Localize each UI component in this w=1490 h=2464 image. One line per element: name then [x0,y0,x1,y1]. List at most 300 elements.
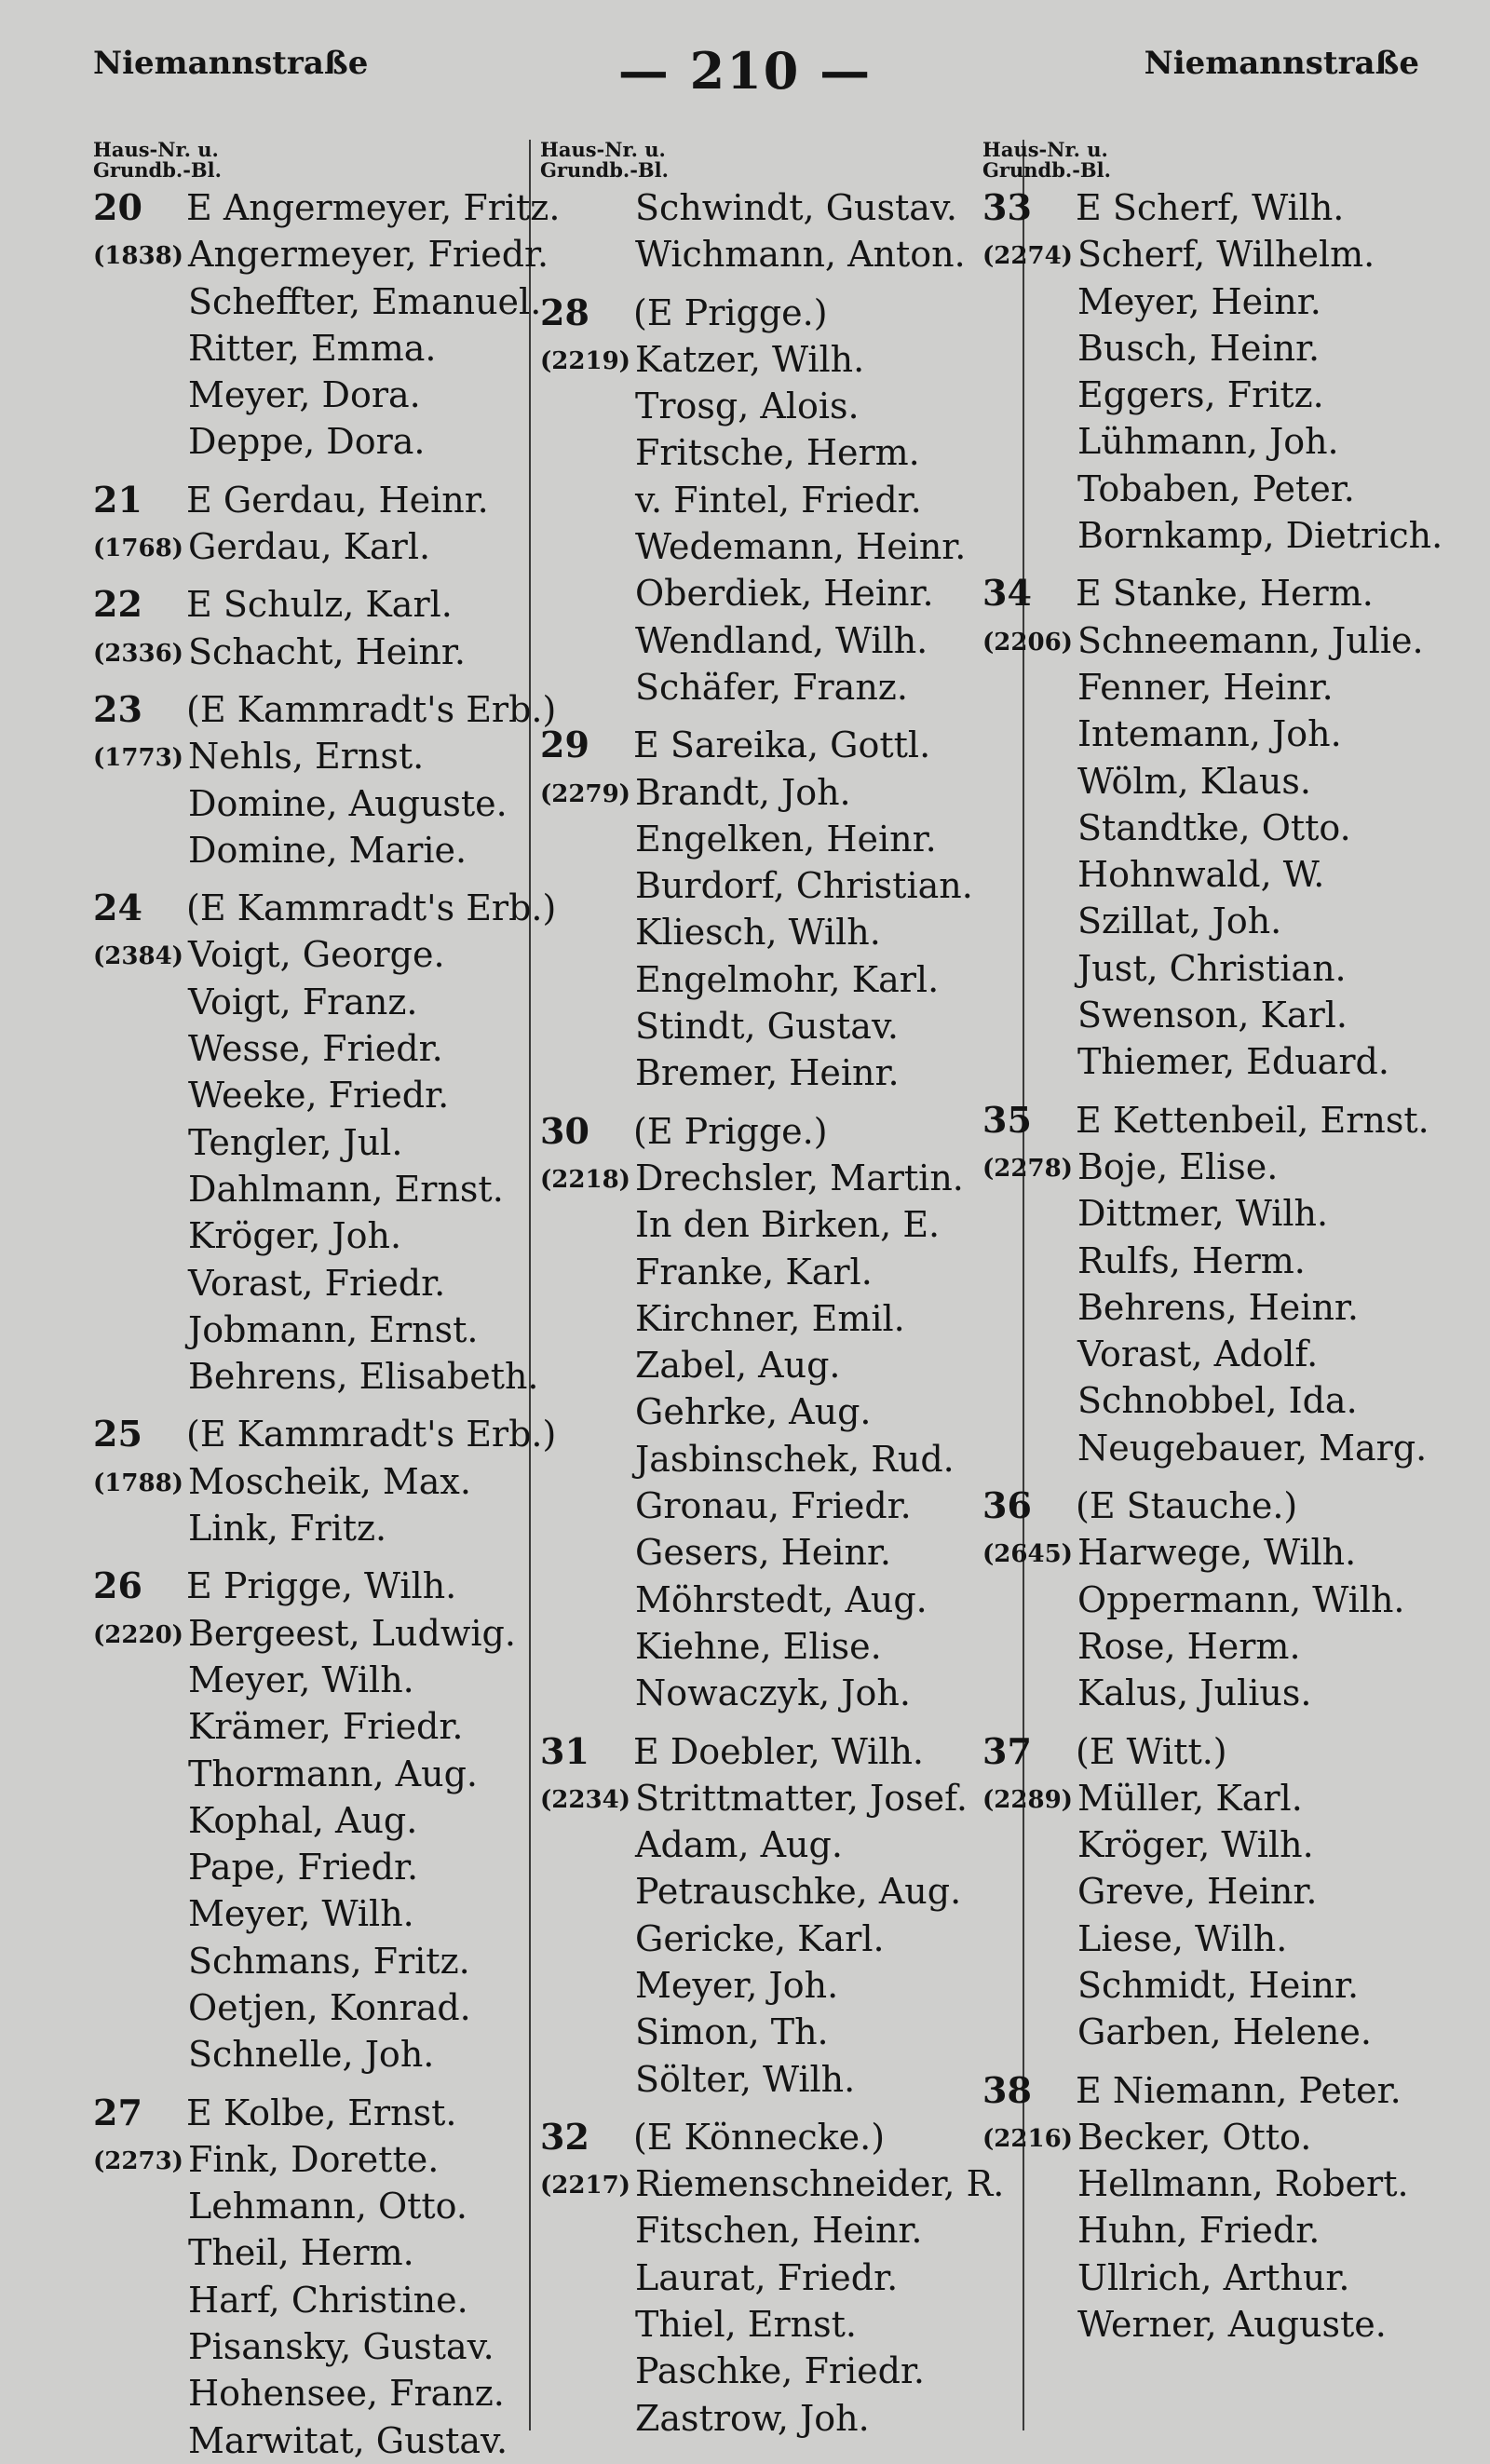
resident-name: Fink, Dorette. [188,2138,440,2180]
house-entry [93,581,531,628]
resident-name: Adam, Aug. [635,1824,843,1866]
column-header-line2: Grundb.-Bl. [540,158,669,182]
resident-entry [982,1425,1428,1471]
resident-entry [982,1916,1420,1962]
resident-name: Meyer, Dora. [188,374,421,416]
resident-name: Moscheik, Max. [188,1460,471,1502]
house-entry [93,1411,557,1457]
resident-entry [982,1331,1420,1377]
resident-name: E Scherf, Wilh. [1076,187,1345,228]
ledger-number: (1788) [93,1469,183,1497]
resident-name: Meyer, Wilh. [188,1658,414,1700]
resident-entry [540,523,978,570]
resident-name: Liese, Wilh. [1077,1917,1288,1959]
house-number: 32 [540,2115,589,2158]
resident-name: Franke, Karl. [635,1251,873,1293]
resident-name: Hohensee, Franz. [188,2373,505,2415]
resident-name: Schnobbel, Ida. [1077,1380,1358,1422]
resident-entry [93,1505,531,1551]
resident-entry [540,617,978,664]
resident-name: Meyer, Joh. [635,1964,839,2006]
resident-entry [540,909,978,955]
ledger-entry [982,1775,1420,1821]
resident-entry [93,1703,531,1750]
house-entry [93,477,531,523]
resident-name: Gronau, Friedr. [635,1485,912,1527]
resident-entry [540,429,978,476]
resident-name: Pisansky, Gustav. [188,2326,494,2368]
house-entry [982,184,1420,231]
resident-entry [540,1388,978,1435]
resident-name: Kröger, Joh. [188,1215,402,1257]
ledger-number: (2220) [93,1620,183,1649]
resident-name: Riemenschneider, R. [635,2163,1005,2205]
resident-entry [540,570,978,616]
resident-name: Nowaczyk, Joh. [635,1672,911,1714]
column-header-line1: Haus-Nr. u. [93,138,219,161]
resident-name: Dittmer, Wilh. [1077,1193,1329,1235]
resident-name: Vorast, Friedr. [188,1262,446,1304]
resident-name: Schacht, Heinr. [188,630,466,672]
ledger-entry [93,629,531,675]
resident-name: Meyer, Heinr. [1077,280,1321,322]
resident-name: Vorast, Adolf. [1077,1334,1319,1375]
resident-name: Schäfer, Franz. [635,666,908,708]
resident-entry [93,1025,531,1072]
resident-name: Nehls, Ernst. [188,736,425,778]
ledger-entry [540,336,978,383]
resident-name: Wedemann, Heinr. [635,526,967,568]
resident-name: Kliesch, Wilh. [635,912,881,954]
resident-entry [93,372,531,418]
resident-entry [982,2254,1420,2301]
resident-name: v. Fintel, Friedr. [635,479,922,521]
resident-name: E Prigge, Wilh. [186,1565,457,1607]
resident-name: E Gerdau, Heinr. [186,479,489,521]
resident-entry [93,780,531,827]
resident-entry [982,1377,1420,1424]
resident-entry [93,1306,531,1353]
resident-name: Schnelle, Joh. [188,2034,435,2076]
house-number: 37 [982,1729,1032,1772]
ledger-number: (2336) [93,639,183,668]
resident-entry [540,2207,978,2254]
resident-name: Paschke, Friedr. [635,2350,926,2392]
resident-entry [982,372,1420,418]
house-entry [93,2090,531,2136]
ledger-entry [540,1775,978,1821]
resident-name: E Stanke, Herm. [1076,573,1374,615]
resident-name: Zastrow, Joh. [635,2397,870,2439]
ledger-entry [982,617,1424,664]
resident-name: (E Kammradt's Erb.) [186,688,557,730]
resident-name: Ritter, Emma. [188,327,437,369]
resident-entry [982,945,1420,992]
resident-name: Gehrke, Aug. [635,1391,872,1433]
resident-name: E Schulz, Karl. [186,584,453,626]
resident-name: Fenner, Heinr. [1077,666,1334,708]
resident-name: Domine, Auguste. [188,782,508,824]
resident-name: Deppe, Dora. [188,421,426,463]
resident-name: Gesers, Heinr. [635,1532,891,1574]
resident-entry [540,956,978,1003]
ledger-entry [540,1155,978,1201]
resident-name: Garben, Helene. [1077,2011,1372,2053]
resident-name: (E Stauche.) [1076,1485,1298,1527]
resident-name: Simon, Th. [635,2011,829,2053]
column-3 [982,138,1443,2348]
resident-entry [540,383,978,429]
resident-name: Schwindt, Gustav. [635,187,957,228]
house-number: 38 [982,2068,1032,2111]
resident-name: Fritsche, Herm. [635,432,920,474]
resident-entry [540,1003,978,1049]
resident-name: Link, Fritz. [188,1508,387,1550]
house-number: 30 [540,1109,589,1152]
column-header [982,140,1420,184]
resident-name: E Angermeyer, Fritz. [186,187,561,228]
resident-name: Lehmann, Otto. [188,2186,467,2227]
column-header-line2: Grundb.-Bl. [93,158,222,182]
ledger-entry [93,1458,531,1505]
resident-entry [982,2160,1420,2207]
resident-name: E Kettenbeil, Ernst. [1076,1099,1429,1141]
resident-name: Jasbinschek, Rud. [635,1438,955,1480]
entry-list [982,184,1443,2348]
house-number: 22 [93,583,142,626]
resident-name: Dahlmann, Ernst. [188,1168,504,1210]
house-entry [982,1728,1420,1775]
resident-entry [982,2301,1420,2348]
resident-name: Becker, Otto. [1077,2116,1312,2158]
resident-entry [982,1284,1420,1331]
resident-name: (E Prigge.) [633,291,828,333]
resident-entry [982,805,1420,851]
resident-name: Bremer, Heinr. [635,1052,900,1094]
resident-name: Scheffter, Emanuel. [188,280,542,322]
resident-entry [982,2207,1420,2254]
column-header-line1: Haus-Nr. u. [540,138,666,161]
resident-name: Gerdau, Karl. [188,526,431,568]
resident-entry [540,1916,978,1962]
running-head-left: Niemannstraße [93,45,369,82]
resident-entry [982,278,1420,325]
resident-name: Drechsler, Martin. [635,1157,964,1198]
resident-entry [93,325,531,372]
resident-name: (E Witt.) [1076,1730,1227,1772]
ledger-number: (1838) [93,242,183,271]
resident-entry [540,231,978,278]
house-entry [982,2067,1420,2114]
ledger-number: (2219) [540,346,630,375]
resident-entry [540,862,978,909]
resident-entry [982,1821,1420,1868]
house-entry [540,1728,978,1775]
column-header [540,140,978,184]
ledger-number: (1773) [93,744,183,773]
house-entry [982,570,1420,616]
ledger-number: (2273) [93,2146,183,2175]
ledger-entry [982,231,1420,278]
resident-entry [540,2348,978,2394]
resident-name: Angermeyer, Friedr. [188,234,549,276]
resident-name: Strittmatter, Josef. [635,1777,968,1819]
entry-list [93,184,561,2464]
resident-entry [982,1190,1420,1237]
resident-name: Intemann, Joh. [1077,713,1342,755]
resident-name: (E Prigge.) [633,1110,828,1152]
resident-name: Zabel, Aug. [635,1345,841,1387]
house-number: 27 [93,2091,142,2133]
page-number: — 210 — [617,41,873,101]
resident-entry [540,2056,978,2103]
column-header-line2: Grundb.-Bl. [982,158,1111,182]
ledger-entry [540,2160,1005,2207]
resident-entry [540,1962,978,2009]
resident-name: E Kolbe, Ernst. [186,2092,457,2133]
resident-entry [93,1890,531,1937]
ledger-entry [93,733,531,779]
house-entry [540,722,978,768]
resident-entry [540,1049,978,1096]
resident-name: Trosg, Alois. [635,386,860,427]
resident-name: Stindt, Gustav. [635,1006,899,1048]
resident-entry [540,1577,978,1623]
resident-name: Thiel, Ernst. [635,2304,858,2346]
resident-entry [982,851,1420,898]
resident-entry [93,1657,531,1703]
entry-list [540,184,1005,2442]
resident-entry [540,1623,978,1670]
resident-name: Wendland, Wilh. [635,619,928,661]
resident-name: Meyer, Wilh. [188,1893,414,1935]
resident-entry [93,2031,531,2078]
ledger-entry [93,931,531,978]
resident-entry [93,1212,531,1259]
resident-entry [982,1577,1420,1623]
house-number: 33 [982,186,1032,228]
resident-name: In den Birken, E. [635,1204,941,1246]
resident-name: Thormann, Aug. [188,1753,478,1794]
house-number: 28 [540,291,589,333]
resident-name: Just, Christian. [1077,947,1347,989]
resident-name: Scherf, Wilhelm. [1077,234,1375,276]
ledger-entry [93,523,531,570]
ledger-number: (2206) [982,628,1073,657]
resident-name: Wichmann, Anton. [635,234,966,276]
resident-name: Schmans, Fritz. [188,1940,470,1982]
resident-name: Hohnwald, W. [1077,854,1325,896]
resident-name: Szillat, Joh. [1077,900,1282,942]
house-entry [982,1482,1420,1529]
house-number: 20 [93,186,142,228]
resident-entry [982,1623,1420,1670]
resident-entry [540,1670,978,1716]
resident-name: Petrauschke, Aug. [635,1871,962,1913]
resident-entry [93,1844,531,1890]
resident-entry [540,184,978,231]
resident-name: Jobmann, Ernst. [188,1308,479,1350]
resident-name: Neugebauer, Marg. [1077,1427,1428,1469]
ledger-number: (2384) [93,942,183,971]
ledger-number: (2645) [982,1540,1073,1569]
resident-entry [93,2277,531,2323]
resident-name: Hellmann, Robert. [1077,2163,1409,2205]
resident-entry [982,512,1443,559]
column-2 [540,138,1005,2442]
resident-name: Gericke, Karl. [635,1917,885,1959]
ledger-number: (2234) [540,1785,630,1814]
resident-entry [982,664,1420,711]
resident-name: Tengler, Jul. [188,1121,403,1163]
resident-name: Engelmohr, Karl. [635,958,940,1000]
resident-name: Domine, Marie. [188,829,467,871]
resident-entry [540,1529,978,1576]
ledger-entry [93,2136,531,2183]
house-entry [982,1097,1429,1144]
resident-name: Behrens, Elisabeth. [188,1356,539,1398]
resident-name: Ullrich, Arthur. [1077,2256,1350,2298]
resident-name: Oppermann, Wilh. [1077,1578,1405,1620]
resident-name: Theil, Herm. [188,2232,414,2274]
house-number: 29 [540,724,589,766]
house-entry [540,2114,978,2160]
resident-entry [982,418,1420,465]
resident-entry [93,1119,531,1166]
resident-entry [982,1038,1420,1085]
resident-entry [982,1868,1420,1915]
resident-name: Burdorf, Christian. [635,865,973,907]
resident-entry [540,816,978,862]
resident-entry [540,1342,978,1388]
resident-name: (E Kammradt's Erb.) [186,1414,557,1455]
house-number: 21 [93,478,142,521]
resident-name: Oetjen, Konrad. [188,1986,471,2028]
ledger-number: (2279) [540,779,630,808]
resident-name: E Niemann, Peter. [1076,2069,1402,2111]
resident-name: Schneemann, Julie. [1077,619,1424,661]
resident-name: Eggers, Fritz. [1077,374,1324,416]
resident-name: Werner, Auguste. [1077,2304,1387,2346]
resident-name: Kröger, Wilh. [1077,1824,1314,1866]
resident-entry [93,418,531,465]
resident-name: Voigt, George. [188,934,445,976]
resident-entry [93,1938,531,1984]
resident-entry [540,1821,978,1868]
resident-entry [93,278,542,325]
resident-entry [982,711,1420,757]
ledger-number: (2218) [540,1165,630,1194]
resident-entry [982,466,1420,512]
resident-entry [540,1295,978,1342]
house-number: 26 [93,1564,142,1607]
ledger-number: (1768) [93,535,183,563]
resident-name: Wölm, Klaus. [1077,760,1311,802]
resident-name: Kirchner, Emil. [635,1297,905,1339]
resident-name: (E Könnecke.) [633,2116,886,2158]
ledger-number: (2278) [982,1154,1073,1183]
resident-entry [93,1260,531,1306]
resident-entry [93,1797,531,1844]
resident-entry [540,2395,978,2442]
resident-entry [982,1238,1420,1284]
resident-name: Greve, Heinr. [1077,1871,1318,1913]
resident-entry [982,325,1420,372]
resident-entry [540,1482,978,1529]
house-entry [93,1563,531,1609]
resident-name: Swenson, Karl. [1077,995,1348,1036]
resident-name: Bornkamp, Dietrich. [1077,515,1443,557]
resident-entry [93,1984,531,2031]
house-entry [93,885,557,931]
resident-name: Kiehne, Elise. [635,1625,882,1667]
house-entry [93,184,561,231]
resident-name: Brandt, Joh. [635,771,851,813]
ledger-entry [982,1144,1420,1190]
resident-name: Möhrstedt, Aug. [635,1578,928,1620]
resident-name: Wesse, Friedr. [188,1028,443,1070]
resident-name: Sölter, Wilh. [635,2058,856,2100]
house-number: 35 [982,1098,1032,1141]
house-number: 31 [540,1729,589,1772]
resident-entry [93,1166,531,1212]
house-entry [540,290,978,336]
resident-name: Kalus, Julius. [1077,1672,1312,1714]
ledger-number: (2289) [982,1785,1073,1814]
resident-entry [540,2254,978,2301]
resident-name: Schmidt, Heinr. [1077,1964,1360,2006]
resident-entry [540,477,978,523]
resident-entry [982,1962,1420,2009]
resident-name: Oberdiek, Heinr. [635,573,934,615]
ledger-entry [982,2114,1420,2160]
resident-entry [93,827,531,873]
ledger-entry [93,231,549,278]
resident-entry [93,2370,531,2417]
resident-entry [93,979,531,1025]
resident-entry [540,1868,978,1915]
resident-name: Katzer, Wilh. [635,338,865,380]
house-number: 34 [982,572,1032,615]
house-number: 24 [93,887,142,929]
resident-entry [982,2009,1420,2055]
resident-entry [93,2183,531,2229]
column-1 [93,138,561,2464]
resident-name: Pape, Friedr. [188,1847,419,1889]
resident-name: Huhn, Friedr. [1077,2210,1321,2252]
resident-name: Kophal, Aug. [188,1799,418,1841]
resident-entry [982,758,1420,805]
resident-entry [93,2229,531,2276]
resident-name: E Doebler, Wilh. [633,1730,925,1772]
resident-name: Engelken, Heinr. [635,818,937,860]
resident-name: Voigt, Franz. [188,981,418,1022]
resident-entry [93,1751,531,1797]
resident-name: Behrens, Heinr. [1077,1286,1359,1328]
resident-name: (E Kammradt's Erb.) [186,887,557,929]
resident-entry [93,1353,539,1400]
running-head-right: Niemannstraße [1144,45,1419,82]
ledger-number: (2274) [982,242,1073,271]
resident-name: Bergeest, Ludwig. [188,1612,516,1654]
ledger-number: (2217) [540,2172,630,2200]
house-number: 36 [982,1484,1032,1527]
resident-entry [982,992,1420,1038]
column-header-line1: Haus-Nr. u. [982,138,1108,161]
resident-name: E Sareika, Gottl. [633,724,931,766]
resident-entry [93,1072,531,1118]
resident-entry [540,1249,978,1295]
